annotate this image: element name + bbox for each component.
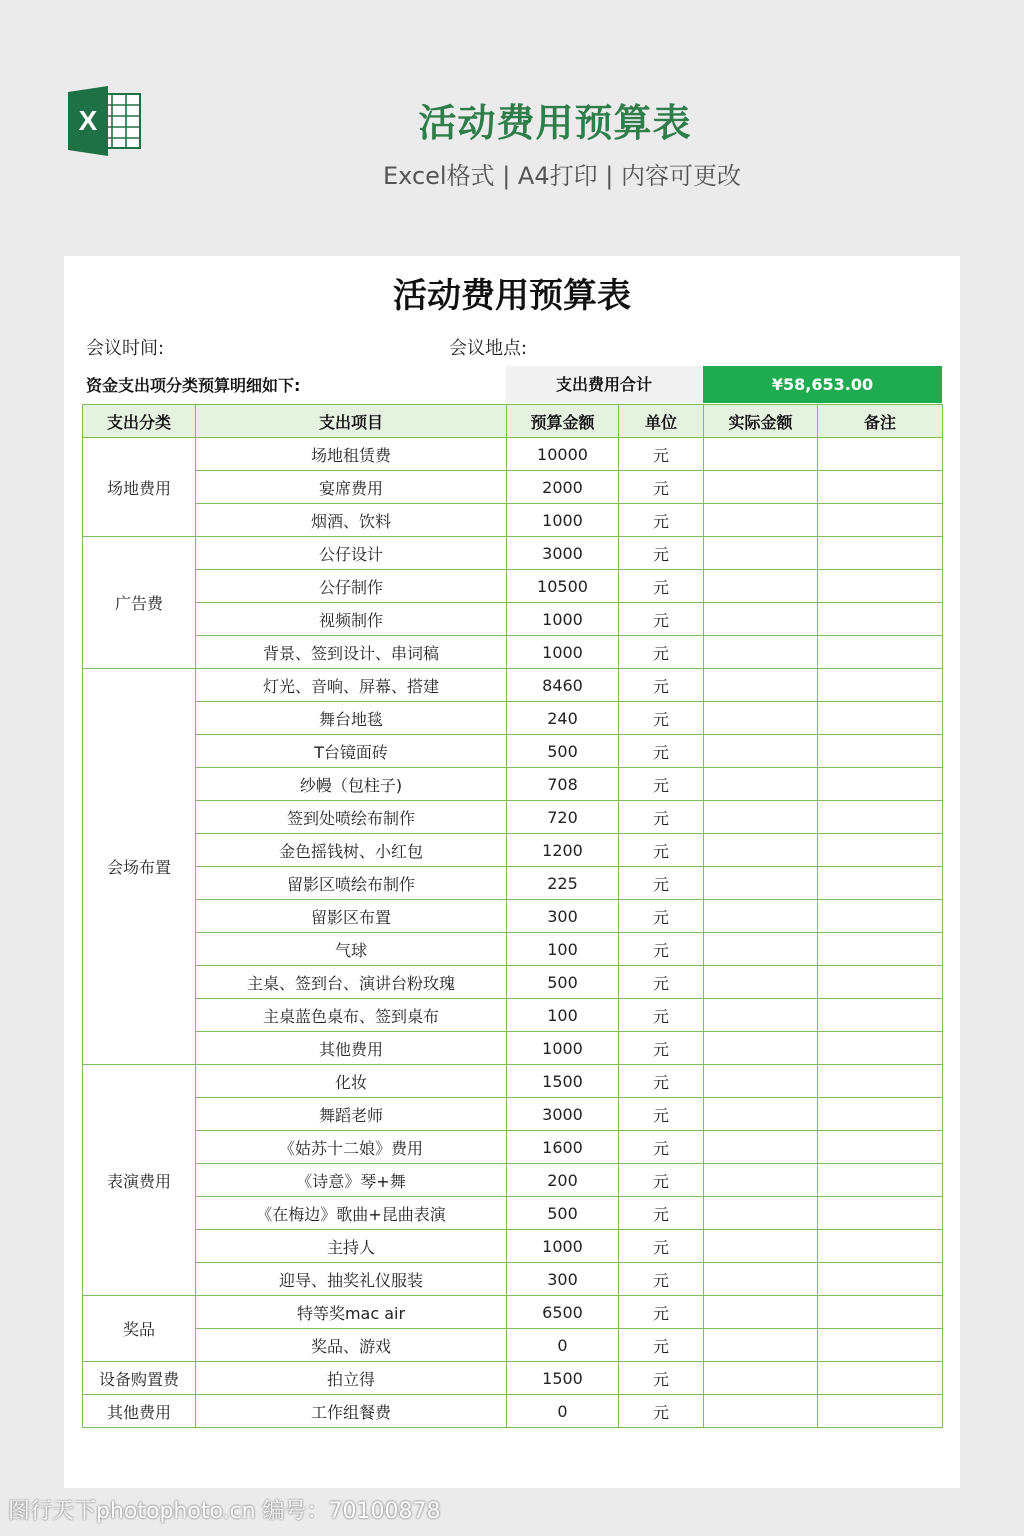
remark-cell bbox=[818, 768, 943, 801]
unit-cell: 元 bbox=[619, 636, 704, 669]
remark-cell bbox=[818, 1263, 943, 1296]
actual-cell bbox=[704, 1197, 818, 1230]
table-row bbox=[83, 1329, 943, 1362]
remark-cell bbox=[818, 900, 943, 933]
budget-cell: 300 bbox=[507, 1263, 619, 1296]
table-row bbox=[83, 438, 943, 471]
remark-cell bbox=[818, 1230, 943, 1263]
budget-cell: 0 bbox=[507, 1395, 619, 1428]
actual-cell bbox=[704, 504, 818, 537]
unit-cell: 元 bbox=[619, 1395, 704, 1428]
actual-cell bbox=[704, 1065, 818, 1098]
unit-cell: 元 bbox=[619, 1032, 704, 1065]
remark-cell bbox=[818, 471, 943, 504]
budget-cell: 3000 bbox=[507, 537, 619, 570]
table-row bbox=[83, 1164, 943, 1197]
actual-cell bbox=[704, 438, 818, 471]
item-cell: 《姑苏十二娘》费用 bbox=[196, 1131, 507, 1164]
unit-cell: 元 bbox=[619, 1098, 704, 1131]
table-row bbox=[83, 801, 943, 834]
table-row bbox=[83, 471, 943, 504]
table-row bbox=[83, 1197, 943, 1230]
total-value: ¥58,653.00 bbox=[703, 366, 942, 403]
remark-cell bbox=[818, 1032, 943, 1065]
budget-cell: 1200 bbox=[507, 834, 619, 867]
header-category: 支出分类 bbox=[83, 405, 196, 438]
actual-cell bbox=[704, 1263, 818, 1296]
table-row bbox=[83, 900, 943, 933]
item-cell: 公仔设计 bbox=[196, 537, 507, 570]
table-row bbox=[83, 636, 943, 669]
actual-cell bbox=[704, 1164, 818, 1197]
item-cell: 场地租赁费 bbox=[196, 438, 507, 471]
actual-cell bbox=[704, 1296, 818, 1329]
unit-cell: 元 bbox=[619, 1329, 704, 1362]
item-cell: 签到处喷绘布制作 bbox=[196, 801, 507, 834]
actual-cell bbox=[704, 570, 818, 603]
remark-cell bbox=[818, 1329, 943, 1362]
remark-cell bbox=[818, 1098, 943, 1131]
item-cell: 公仔制作 bbox=[196, 570, 507, 603]
budget-cell: 500 bbox=[507, 1197, 619, 1230]
actual-cell bbox=[704, 1032, 818, 1065]
item-cell: 烟酒、饮料 bbox=[196, 504, 507, 537]
header-remark: 备注 bbox=[818, 405, 943, 438]
table-row bbox=[83, 1065, 943, 1098]
actual-cell bbox=[704, 1395, 818, 1428]
table-row bbox=[83, 504, 943, 537]
budget-cell: 300 bbox=[507, 900, 619, 933]
remark-cell bbox=[818, 504, 943, 537]
item-cell: 《诗意》琴+舞 bbox=[196, 1164, 507, 1197]
header-budget: 预算金额 bbox=[507, 405, 619, 438]
item-cell: 《在梅边》歌曲+昆曲表演 bbox=[196, 1197, 507, 1230]
actual-cell bbox=[704, 933, 818, 966]
table-row bbox=[83, 1362, 943, 1395]
table-row bbox=[83, 603, 943, 636]
table-row bbox=[83, 1263, 943, 1296]
remark-cell bbox=[818, 834, 943, 867]
actual-cell bbox=[704, 1131, 818, 1164]
budget-cell: 720 bbox=[507, 801, 619, 834]
meeting-place-label: 会议地点: bbox=[449, 338, 528, 359]
budget-cell: 500 bbox=[507, 966, 619, 999]
item-cell: 特等奖mac air bbox=[196, 1296, 507, 1329]
item-cell: 主桌蓝色桌布、签到桌布 bbox=[196, 999, 507, 1032]
actual-cell bbox=[704, 999, 818, 1032]
table-row bbox=[83, 1395, 943, 1428]
unit-cell: 元 bbox=[619, 1131, 704, 1164]
unit-cell: 元 bbox=[619, 702, 704, 735]
unit-cell: 元 bbox=[619, 1230, 704, 1263]
remark-cell bbox=[818, 669, 943, 702]
table-row bbox=[83, 570, 943, 603]
table-row bbox=[83, 834, 943, 867]
remark-cell bbox=[818, 1164, 943, 1197]
item-cell: 背景、签到设计、串词稿 bbox=[196, 636, 507, 669]
table-row bbox=[83, 999, 943, 1032]
remark-cell bbox=[818, 570, 943, 603]
remark-cell bbox=[818, 1362, 943, 1395]
budget-cell: 0 bbox=[507, 1329, 619, 1362]
item-cell: 其他费用 bbox=[196, 1032, 507, 1065]
item-cell: 舞蹈老师 bbox=[196, 1098, 507, 1131]
unit-cell: 元 bbox=[619, 1065, 704, 1098]
budget-cell: 500 bbox=[507, 735, 619, 768]
remark-cell bbox=[818, 966, 943, 999]
unit-cell: 元 bbox=[619, 471, 704, 504]
remark-cell bbox=[818, 636, 943, 669]
budget-cell: 1600 bbox=[507, 1131, 619, 1164]
watermark: 图行天下photophoto.cn 编号：70100878 bbox=[8, 1499, 441, 1524]
budget-cell: 1000 bbox=[507, 603, 619, 636]
table-row bbox=[83, 933, 943, 966]
unit-cell: 元 bbox=[619, 1296, 704, 1329]
actual-cell bbox=[704, 966, 818, 999]
unit-cell: 元 bbox=[619, 504, 704, 537]
actual-cell bbox=[704, 1362, 818, 1395]
actual-cell bbox=[704, 537, 818, 570]
unit-cell: 元 bbox=[619, 966, 704, 999]
budget-cell: 240 bbox=[507, 702, 619, 735]
table-row bbox=[83, 966, 943, 999]
actual-cell bbox=[704, 702, 818, 735]
unit-cell: 元 bbox=[619, 438, 704, 471]
item-cell: 金色摇钱树、小红包 bbox=[196, 834, 507, 867]
remark-cell bbox=[818, 1296, 943, 1329]
page-subheading: Excel格式 | A4打印 | 内容可更改 bbox=[383, 162, 741, 190]
remark-cell bbox=[818, 702, 943, 735]
unit-cell: 元 bbox=[619, 735, 704, 768]
category-cell: 其他费用 bbox=[83, 1395, 196, 1428]
meeting-time-label: 会议时间: bbox=[86, 338, 165, 359]
unit-cell: 元 bbox=[619, 768, 704, 801]
item-cell: 留影区布置 bbox=[196, 900, 507, 933]
item-cell: 留影区喷绘布制作 bbox=[196, 867, 507, 900]
budget-cell: 708 bbox=[507, 768, 619, 801]
unit-cell: 元 bbox=[619, 1164, 704, 1197]
header-actual: 实际金额 bbox=[704, 405, 818, 438]
unit-cell: 元 bbox=[619, 1362, 704, 1395]
unit-cell: 元 bbox=[619, 603, 704, 636]
table-row bbox=[83, 537, 943, 570]
item-cell: 化妆 bbox=[196, 1065, 507, 1098]
category-cell: 会场布置 bbox=[83, 669, 196, 1065]
unit-cell: 元 bbox=[619, 570, 704, 603]
unit-cell: 元 bbox=[619, 1197, 704, 1230]
remark-cell bbox=[818, 537, 943, 570]
budget-cell: 6500 bbox=[507, 1296, 619, 1329]
actual-cell bbox=[704, 735, 818, 768]
unit-cell: 元 bbox=[619, 999, 704, 1032]
remark-cell bbox=[818, 735, 943, 768]
table-body bbox=[83, 438, 943, 1428]
budget-cell: 1500 bbox=[507, 1065, 619, 1098]
actual-cell bbox=[704, 603, 818, 636]
item-cell: 主持人 bbox=[196, 1230, 507, 1263]
item-cell: 气球 bbox=[196, 933, 507, 966]
actual-cell bbox=[704, 471, 818, 504]
budget-cell: 8460 bbox=[507, 669, 619, 702]
budget-cell: 200 bbox=[507, 1164, 619, 1197]
detail-label: 资金支出项分类预算明细如下: bbox=[86, 376, 301, 395]
remark-cell bbox=[818, 867, 943, 900]
budget-cell: 3000 bbox=[507, 1098, 619, 1131]
table-header-row bbox=[83, 405, 943, 438]
table-row bbox=[83, 1032, 943, 1065]
unit-cell: 元 bbox=[619, 834, 704, 867]
remark-cell bbox=[818, 801, 943, 834]
item-cell: 宴席费用 bbox=[196, 471, 507, 504]
remark-cell bbox=[818, 1197, 943, 1230]
item-cell: 视频制作 bbox=[196, 603, 507, 636]
unit-cell: 元 bbox=[619, 537, 704, 570]
budget-cell: 1000 bbox=[507, 1230, 619, 1263]
item-cell: 工作组餐费 bbox=[196, 1395, 507, 1428]
table-row bbox=[83, 1131, 943, 1164]
table-row bbox=[83, 1098, 943, 1131]
budget-cell: 100 bbox=[507, 933, 619, 966]
budget-cell: 225 bbox=[507, 867, 619, 900]
category-cell: 广告费 bbox=[83, 537, 196, 669]
actual-cell bbox=[704, 1098, 818, 1131]
item-cell: 奖品、游戏 bbox=[196, 1329, 507, 1362]
budget-cell: 1000 bbox=[507, 504, 619, 537]
budget-cell: 10000 bbox=[507, 438, 619, 471]
item-cell: 主桌、签到台、演讲台粉玫瑰 bbox=[196, 966, 507, 999]
table-row bbox=[83, 735, 943, 768]
table-row bbox=[83, 1296, 943, 1329]
logo-letter: X bbox=[78, 105, 98, 136]
unit-cell: 元 bbox=[619, 867, 704, 900]
remark-cell bbox=[818, 1065, 943, 1098]
category-cell: 奖品 bbox=[83, 1296, 196, 1362]
actual-cell bbox=[704, 900, 818, 933]
remark-cell bbox=[818, 1395, 943, 1428]
unit-cell: 元 bbox=[619, 669, 704, 702]
remark-cell bbox=[818, 933, 943, 966]
header-unit: 单位 bbox=[619, 405, 704, 438]
item-cell: 纱幔（包柱子) bbox=[196, 768, 507, 801]
table-row bbox=[83, 669, 943, 702]
table-row bbox=[83, 702, 943, 735]
total-label: 支出费用合计 bbox=[506, 366, 702, 403]
page-heading: 活动费用预算表 bbox=[418, 101, 692, 145]
budget-cell: 100 bbox=[507, 999, 619, 1032]
item-cell: 迎导、抽奖礼仪服装 bbox=[196, 1263, 507, 1296]
item-cell: 灯光、音响、屏幕、搭建 bbox=[196, 669, 507, 702]
item-cell: 拍立得 bbox=[196, 1362, 507, 1395]
remark-cell bbox=[818, 1131, 943, 1164]
remark-cell bbox=[818, 438, 943, 471]
remark-cell bbox=[818, 999, 943, 1032]
budget-table bbox=[82, 404, 943, 1428]
item-cell: 舞台地毯 bbox=[196, 702, 507, 735]
item-cell: T台镜面砖 bbox=[196, 735, 507, 768]
actual-cell bbox=[704, 1329, 818, 1362]
budget-cell: 10500 bbox=[507, 570, 619, 603]
budget-cell: 1500 bbox=[507, 1362, 619, 1395]
category-cell: 表演费用 bbox=[83, 1065, 196, 1296]
table-row bbox=[83, 768, 943, 801]
page-header bbox=[0, 0, 1024, 250]
budget-cell: 1000 bbox=[507, 636, 619, 669]
unit-cell: 元 bbox=[619, 900, 704, 933]
actual-cell bbox=[704, 867, 818, 900]
remark-cell bbox=[818, 603, 943, 636]
budget-cell: 2000 bbox=[507, 471, 619, 504]
category-cell: 场地费用 bbox=[83, 438, 196, 537]
table-row bbox=[83, 867, 943, 900]
actual-cell bbox=[704, 801, 818, 834]
actual-cell bbox=[704, 1230, 818, 1263]
header-item: 支出项目 bbox=[196, 405, 507, 438]
table-row bbox=[83, 1230, 943, 1263]
actual-cell bbox=[704, 768, 818, 801]
unit-cell: 元 bbox=[619, 933, 704, 966]
actual-cell bbox=[704, 636, 818, 669]
unit-cell: 元 bbox=[619, 801, 704, 834]
budget-cell: 1000 bbox=[507, 1032, 619, 1065]
actual-cell bbox=[704, 834, 818, 867]
document-title: 活动费用预算表 bbox=[393, 276, 631, 316]
category-cell: 设备购置费 bbox=[83, 1362, 196, 1395]
unit-cell: 元 bbox=[619, 1263, 704, 1296]
actual-cell bbox=[704, 669, 818, 702]
